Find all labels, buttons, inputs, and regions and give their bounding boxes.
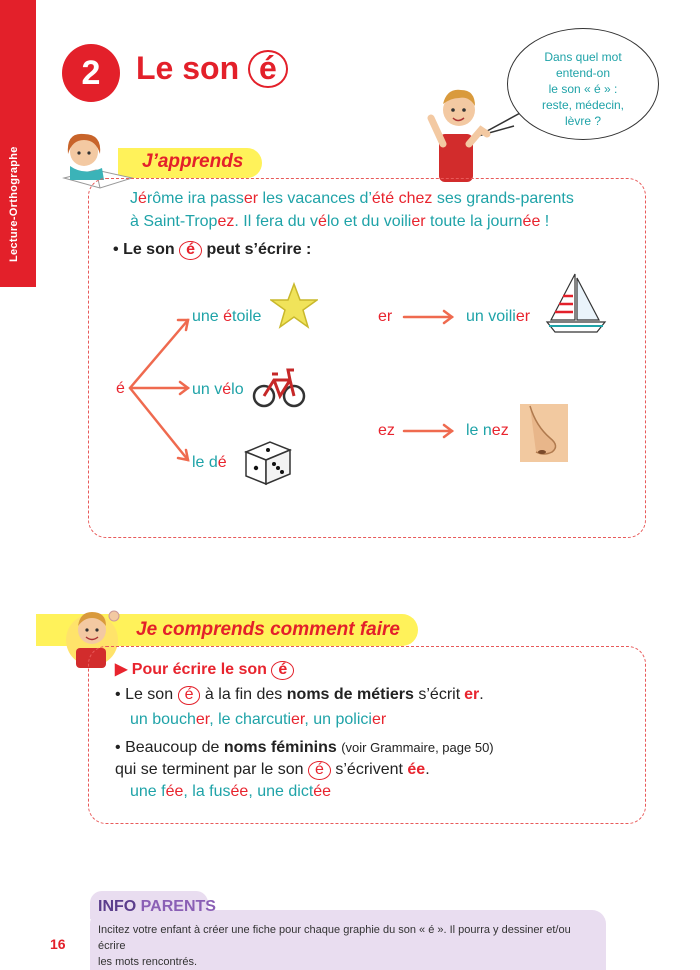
- info-line: les mots rencontrés.: [98, 956, 198, 968]
- bullet: •: [115, 739, 121, 756]
- text-run: er: [195, 711, 210, 728]
- feminins-line2: [115, 761, 430, 780]
- speech-line: le son « é » :: [548, 82, 618, 96]
- examples-metiers: [130, 711, 386, 729]
- star-icon: [270, 282, 318, 330]
- info-title: [98, 898, 216, 916]
- text-run: un bouch: [130, 711, 196, 728]
- page-number: 16: [50, 936, 66, 952]
- bicycle-icon: [252, 360, 306, 412]
- examples-feminins: [130, 783, 331, 801]
- info-title-b: PARENTS: [140, 898, 216, 915]
- branch-word-de: [192, 454, 227, 472]
- text-run: à Saint-Trop: [130, 213, 218, 230]
- text-run: ée: [313, 783, 332, 800]
- text-run: ée: [230, 783, 249, 800]
- speech-line: reste, médecin,: [541, 98, 625, 112]
- b1-bold: noms de métiers: [286, 686, 414, 703]
- text-run: . Il fera du v: [234, 213, 318, 230]
- text-run: é: [217, 454, 227, 471]
- branch-word-velo: [192, 381, 244, 399]
- sailboat-icon: [545, 270, 607, 338]
- text-run: ez: [217, 213, 235, 230]
- text-run: ée: [165, 783, 184, 800]
- sound-bubble: é: [308, 761, 331, 780]
- text-run: un voili: [466, 308, 516, 325]
- text-run: toute la journ: [425, 213, 523, 230]
- boy-pointing-illustration: [425, 82, 495, 182]
- rule-prefix: Le son: [123, 241, 175, 258]
- ez-arrow: [400, 420, 456, 442]
- text-run: une f: [130, 783, 166, 800]
- text-run: er: [291, 711, 305, 728]
- root-sound: é: [116, 380, 125, 397]
- b2-note: (voir Grammaire, page 50): [341, 740, 494, 755]
- info-title-a: INFO: [98, 898, 137, 915]
- b2-text-a: Beaucoup de: [125, 739, 220, 756]
- title-sound-bubble: é: [248, 50, 288, 88]
- sound-bubble: é: [179, 241, 202, 260]
- text-run: é: [222, 381, 232, 398]
- example-sentence-1: [130, 190, 574, 208]
- text-run: lo et du voili: [326, 213, 412, 230]
- b2-dot: .: [425, 761, 430, 778]
- text-run: , un polici: [304, 711, 372, 728]
- text-run: chez: [398, 190, 433, 207]
- info-text: [98, 922, 598, 970]
- b2-bold: noms féminins: [223, 739, 337, 756]
- bullet-metiers: [115, 686, 484, 705]
- text-run: é: [138, 190, 147, 207]
- text-run: lo: [231, 381, 244, 398]
- b1-text-b: à la fin des: [204, 686, 283, 703]
- b2-line2-b: s’écrivent: [335, 761, 403, 778]
- bullet-feminins: [115, 739, 494, 757]
- ez-word: [466, 422, 509, 440]
- japprends-heading: J’apprends: [142, 151, 244, 172]
- speech-line: entend-on: [555, 66, 611, 80]
- speech-bubble: [507, 28, 659, 140]
- text-run: rôme ira pass: [146, 190, 244, 207]
- b2-ending: ée: [407, 761, 426, 778]
- ez-label: ez: [378, 422, 395, 439]
- text-run: , la fus: [183, 783, 231, 800]
- title-prefix: Le son: [136, 50, 240, 86]
- text-run: é: [223, 308, 233, 325]
- text-run: ez: [491, 422, 509, 439]
- b1-text-c: s’écrit: [418, 686, 461, 703]
- b1-text-a: Le son: [125, 686, 174, 703]
- info-line: Incitez votre enfant à créer une fiche pour chaque graphie du son « é ». Il pourra y dessiner et/ou écrire: [98, 924, 571, 952]
- nose-icon: [520, 404, 568, 462]
- text-run: er: [243, 190, 259, 207]
- sound-bubble: é: [178, 686, 201, 705]
- point-prefix: Pour écrire le son: [131, 661, 267, 678]
- er-label: er: [378, 308, 393, 325]
- text-run: le d: [192, 454, 218, 471]
- text-run: er: [515, 308, 531, 325]
- lesson-number: 2: [62, 44, 120, 102]
- example-sentence-2: [130, 213, 549, 231]
- text-run: les vacances d’: [258, 190, 372, 207]
- b1-ending: er: [464, 686, 480, 703]
- sidebar-label: Lecture-Orthographe: [8, 146, 20, 262]
- dice-icon: [242, 438, 294, 486]
- b1-dot: .: [479, 686, 484, 703]
- comprends-heading: Je comprends comment faire: [136, 619, 400, 640]
- text-run: é: [317, 213, 327, 230]
- rule-suffix: peut s’écrire :: [206, 241, 312, 258]
- text-run: une: [192, 308, 224, 325]
- point-line: [115, 659, 294, 680]
- text-run: er: [371, 711, 387, 728]
- text-run: ses grands-parents: [432, 190, 574, 207]
- bullet: •: [113, 241, 119, 258]
- text-run: J: [130, 190, 138, 207]
- lesson-title: [136, 50, 288, 88]
- branch-word-etoile: [192, 308, 261, 326]
- text-run: !: [540, 213, 550, 230]
- text-run: un v: [192, 381, 223, 398]
- text-run: été: [371, 190, 395, 207]
- text-run: , le charcuti: [209, 711, 291, 728]
- er-word: [466, 308, 530, 326]
- bullet: •: [115, 686, 121, 703]
- sound-bubble: é: [271, 661, 294, 680]
- text-run: , une dict: [248, 783, 314, 800]
- b2-line2-a: qui se terminent par le son: [115, 761, 304, 778]
- text-run: le n: [466, 422, 492, 439]
- text-run: er: [411, 213, 426, 230]
- play-triangle-icon: ▶: [115, 661, 128, 678]
- text-run: toile: [232, 308, 262, 325]
- speech-line: Dans quel mot: [544, 50, 622, 64]
- er-arrow: [400, 306, 456, 328]
- text-run: ée: [522, 213, 541, 230]
- speech-line: lèvre ?: [564, 114, 602, 128]
- rule-line: [113, 241, 311, 260]
